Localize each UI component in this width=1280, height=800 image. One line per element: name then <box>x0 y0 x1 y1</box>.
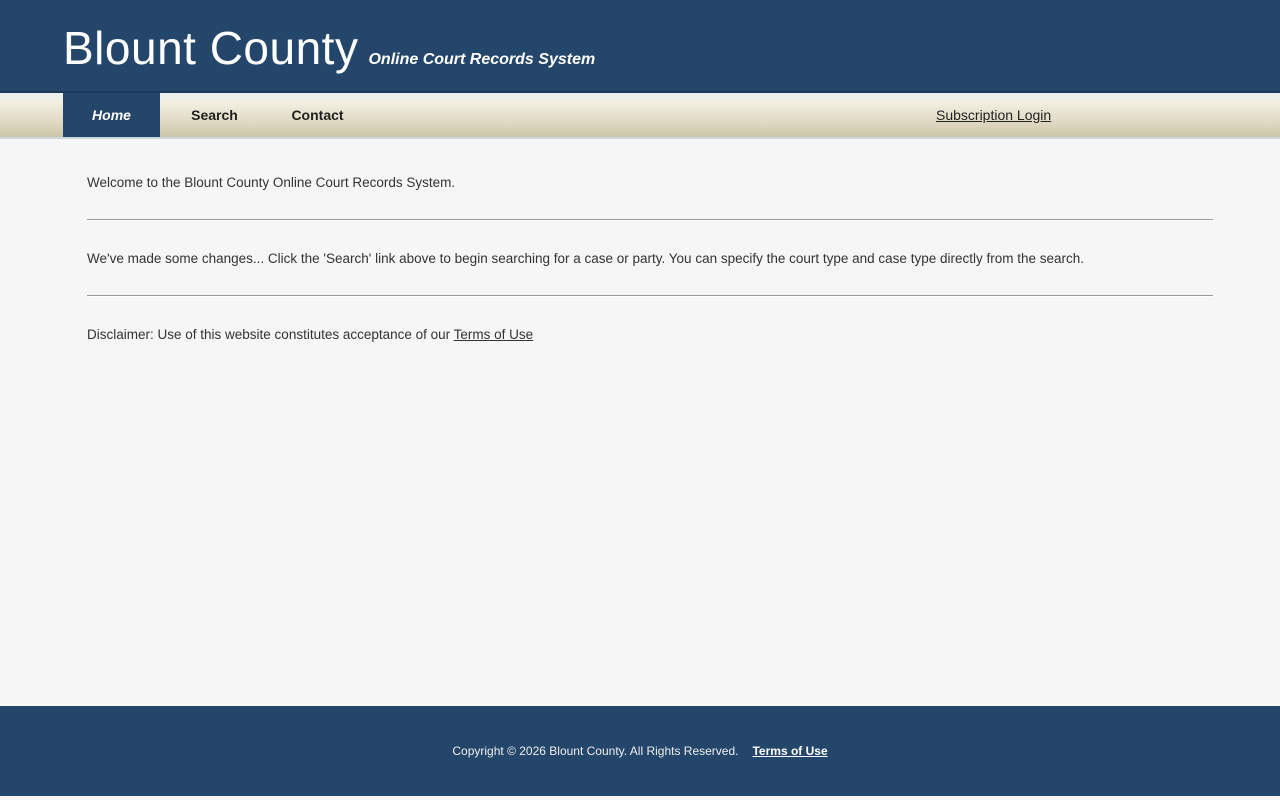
changes-text: We've made some changes... Click the 'Search' link above to begin searching for a case or party. You can specify the court type and case type directly from the search. <box>87 250 1085 266</box>
site-footer <box>0 706 1280 796</box>
nav-tab-search[interactable]: Search <box>191 107 238 123</box>
main-nav <box>0 93 1280 139</box>
subscription-login-link[interactable]: Subscription Login <box>936 107 1052 123</box>
welcome-text: Welcome to the Blount County Online Court Records System. <box>87 175 456 190</box>
footer-terms-link[interactable]: Terms of Use <box>752 744 828 758</box>
site-title: Blount County <box>63 22 359 74</box>
disclaimer-text <box>87 327 1213 344</box>
terms-of-use-link[interactable]: Terms of Use <box>453 326 534 342</box>
site-subtitle: Online Court Records System <box>368 51 596 68</box>
divider <box>87 295 1213 297</box>
main-content <box>0 139 1280 706</box>
copyright-text: Copyright © 2026 Blount County. All Rights Reserved. <box>452 744 739 758</box>
nav-tab-contact[interactable]: Contact <box>291 107 344 123</box>
disclaimer-prefix: Disclaimer: Use of this website constitutes acceptance of our <box>87 326 454 342</box>
divider <box>87 219 1213 221</box>
nav-tab-home[interactable]: Home <box>63 93 160 137</box>
site-header <box>0 0 1280 93</box>
nav-list <box>0 93 1280 137</box>
